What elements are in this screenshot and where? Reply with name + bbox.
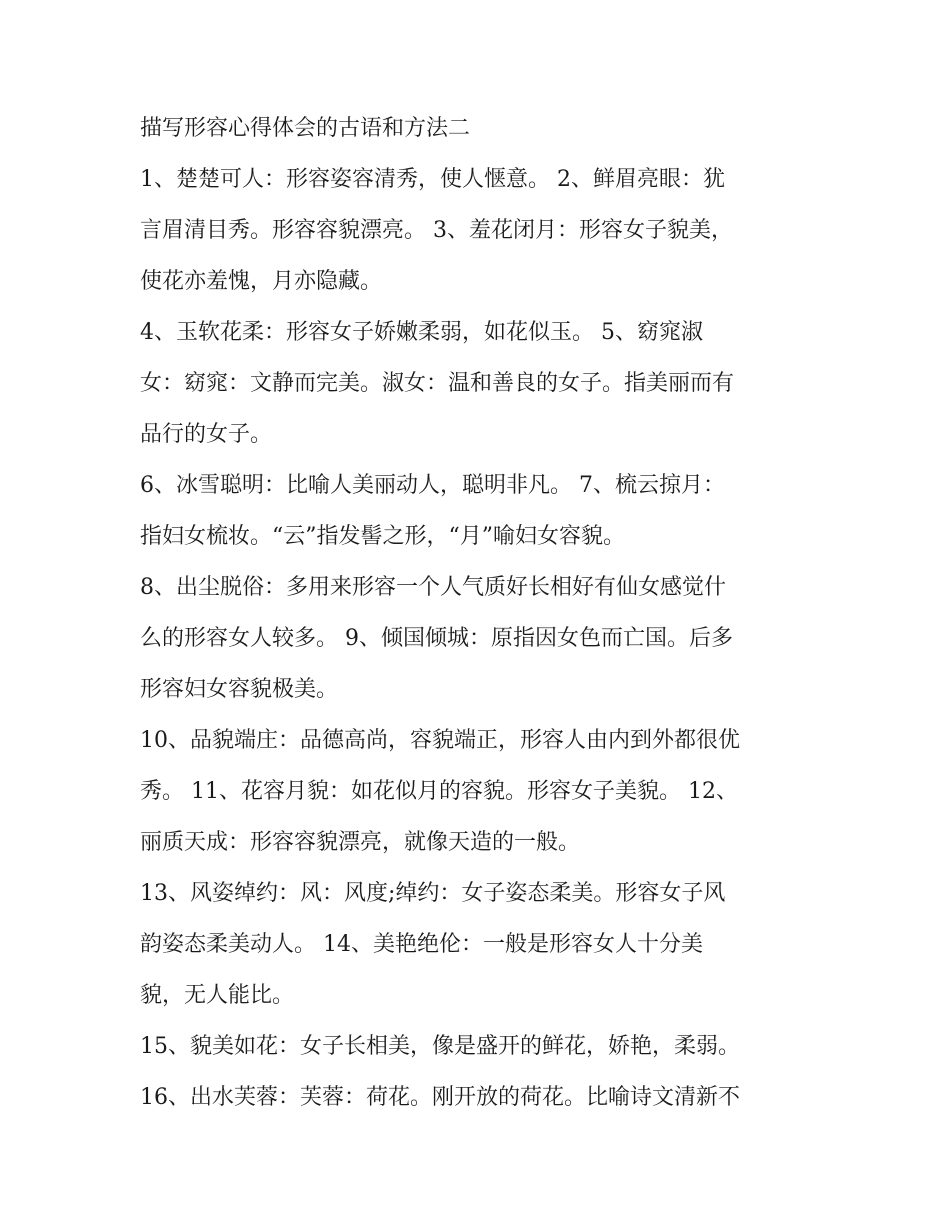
text-line: 秀。 11、花容月貌：如花似月的容貌。形容女子美貌。 12、 [140, 779, 738, 804]
text-line: 么的形容女人较多。 9、倾国倾城：原指因女色而亡国。后多 [140, 626, 733, 651]
text-line: 10、品貌端庄：品德高尚，容貌端正，形容人由内到外都很优 [140, 728, 740, 753]
text-line: 言眉清目秀。形容容貌漂亮。 3、羞花闭月：形容女子貌美， [140, 218, 733, 243]
document-body [140, 108, 820, 1123]
text-line: 8、出尘脱俗：多用来形容一个人气质好长相好有仙女感觉什 [140, 575, 726, 600]
text-line: 16、出水芙蓉：芙蓉：荷花。刚开放的荷花。比喻诗文清新不 [140, 1085, 740, 1110]
text-line: 韵姿态柔美动人。 14、美艳绝伦：一般是形容女人十分美 [140, 932, 703, 957]
text-line: 貌，无人能比。 [140, 983, 295, 1008]
text-line: 13、风姿绰约：风：风度;绰约：女子姿态柔美。形容女子风 [140, 881, 726, 906]
text-line: 6、冰雪聪明：比喻人美丽动人，聪明非凡。 7、梳云掠月： [140, 473, 725, 498]
text-line: 使花亦羞愧，月亦隐藏。 [140, 269, 383, 294]
paragraph-7 [140, 1021, 820, 1072]
text-line: 品行的女子。 [140, 422, 273, 447]
text-line: 丽质天成：形容容貌漂亮，就像天造的一般。 [140, 830, 581, 855]
paragraph-8 [140, 1072, 820, 1123]
paragraph-4 [140, 562, 820, 715]
paragraph-3 [140, 460, 820, 562]
text-line: 15、貌美如花：女子长相美，像是盛开的鲜花，娇艳，柔弱。 [140, 1034, 740, 1059]
document-title: 描写形容心得体会的古语和方法二 [140, 116, 471, 141]
text-line: 指妇女梳妆。“云”指发髻之形，“月”喻妇女容貌。 [140, 524, 625, 549]
text-line: 女：窈窕：文静而完美。淑女：温和善良的女子。指美丽而有 [140, 371, 735, 396]
paragraph-6 [140, 868, 820, 1021]
text-line: 1、楚楚可人：形容姿容清秀，使人惬意。 2、鲜眉亮眼：犹 [140, 167, 725, 192]
paragraph-2 [140, 307, 820, 460]
paragraph-1 [140, 154, 820, 307]
text-line: 形容妇女容貌极美。 [140, 677, 339, 702]
text-line: 4、玉软花柔：形容女子娇嫩柔弱，如花似玉。 5、窈窕淑 [140, 320, 703, 345]
paragraph-5 [140, 715, 820, 868]
